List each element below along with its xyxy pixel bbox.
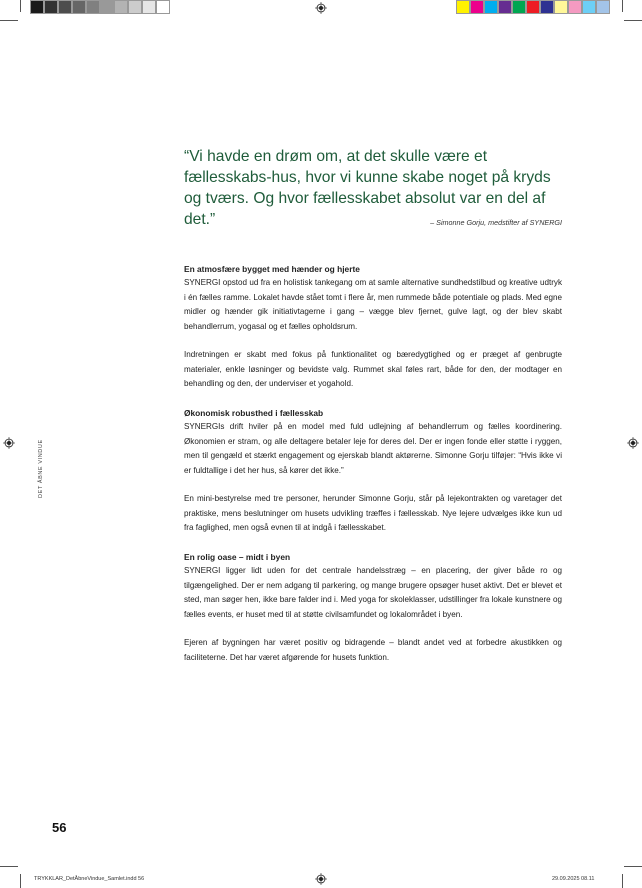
paragraph: En mini-bestyrelse med tre personer, herunder Simonne Gorju, står på lejekontrakten og varetager det praktiske, mens beslutninger om husets udvikling træffes i fællesskab. Nye lejere udvælges ikke kun ud fra faglighed, men også evnen til at indgå i fællesskabet. bbox=[184, 494, 562, 533]
color-swatch bbox=[498, 0, 512, 14]
color-swatch bbox=[86, 0, 100, 14]
color-swatch bbox=[582, 0, 596, 14]
pull-quote: “Vi havde en drøm om, at det skulle være et fællesskabs-hus, hvor vi kunne skabe noget på kryds og tværs. Og hvor fællesskabet absolut var en del af det.” bbox=[184, 148, 551, 228]
registration-mark-icon bbox=[315, 2, 327, 14]
page-number: 56 bbox=[52, 820, 67, 835]
color-swatch bbox=[554, 0, 568, 14]
article-body bbox=[184, 262, 562, 680]
running-side-label: DET ÅBNE VINDUE bbox=[38, 439, 44, 498]
section-heading: En rolig oase – midt i byen bbox=[184, 552, 291, 563]
trim-mark bbox=[622, 0, 623, 12]
print-slug-file: TRYKKLAR_DetÅbneVindue_Samlet.indd 56 bbox=[34, 876, 145, 882]
trim-mark bbox=[20, 874, 21, 888]
grayscale-color-bar bbox=[30, 0, 170, 14]
color-swatch bbox=[512, 0, 526, 14]
color-swatch bbox=[72, 0, 86, 14]
trim-mark bbox=[624, 866, 642, 867]
registration-mark-icon bbox=[627, 437, 639, 449]
paragraph: Indretningen er skabt med fokus på funktionalitet og bæredygtighed og er præget af genbrugte materialer, enkle løsninger og bevidste valg. Rummet skal føles rart, både for den, der modtager en behandling og den, der underviser et yogahold. bbox=[184, 350, 562, 389]
print-slug-date: 29.09.2025 08.11 bbox=[552, 876, 595, 882]
color-swatch bbox=[30, 0, 44, 14]
color-swatch bbox=[114, 0, 128, 14]
color-swatch bbox=[456, 0, 470, 14]
color-swatch bbox=[540, 0, 554, 14]
section-heading: Økonomisk robusthed i fællesskab bbox=[184, 408, 324, 419]
color-swatch bbox=[156, 0, 170, 14]
color-swatch bbox=[568, 0, 582, 14]
trim-mark bbox=[622, 874, 623, 888]
paragraph: SYNERGI opstod ud fra en holistisk tankegang om at samle alternative sundhedstilbud og kreative udtryk i én fælles ramme. Lokalet havde stået tomt i flere år, men rummede både potentiale og plads. Med egne midler og hænder gik initiativtagerne i gang – vægge blev fjernet, gulve lagt, og der blev skabt behandlerrum, yogasal og et fælles opholdsrum. bbox=[184, 278, 562, 331]
color-swatch bbox=[142, 0, 156, 14]
trim-mark bbox=[0, 866, 18, 867]
trim-mark bbox=[0, 20, 18, 21]
registration-mark-icon bbox=[3, 437, 15, 449]
paragraph: SYNERGIs drift hviler på en model med fuld udlejning af behandlerrum og fælles koordinering. Økonomien er stram, og alle deltagere betaler leje for deres del. Der er ingen fonde eller støtte i ryggen, men til gengæld et stærkt engagement og ejerskab blandt aktørerne. Simonne Gorju tilføjer: “Hvis ikke vi er fuldtallige i det her hus, så kører det ikke.” bbox=[184, 422, 562, 475]
color-swatch bbox=[526, 0, 540, 14]
color-swatch bbox=[100, 0, 114, 14]
trim-mark bbox=[20, 0, 21, 12]
paragraph: Ejeren af bygningen har været positiv og bidragende – blandt andet ved at forbedre akustikken og faciliteterne. Det har været afgørende for husets funktion. bbox=[184, 638, 562, 662]
paragraph: SYNERGI ligger lidt uden for det centrale handelsstræg – en placering, der giver både ro og tilgængelighed. Der er nem adgang til parkering, og mange brugere opsøger huset aktivt. Det er blevet et sted, man søger hen, ikke bare falder ind i. Med yoga for skoleklasser, udstillinger fra lokale kunstnere og fælles events, er huset med til at støtte civilsamfundet og lokalområdet i byen. bbox=[184, 566, 562, 619]
registration-mark-icon bbox=[315, 873, 327, 885]
color-swatch bbox=[128, 0, 142, 14]
color-swatch bbox=[44, 0, 58, 14]
color-swatch bbox=[484, 0, 498, 14]
trim-mark bbox=[624, 20, 642, 21]
color-swatch bbox=[58, 0, 72, 14]
cmyk-color-bar bbox=[456, 0, 610, 14]
color-swatch bbox=[596, 0, 610, 14]
quote-attribution: – Simonne Gorju, medstifter af SYNERGI bbox=[430, 218, 562, 227]
section-heading: En atmosfære bygget med hænder og hjerte bbox=[184, 264, 360, 274]
color-swatch bbox=[470, 0, 484, 14]
